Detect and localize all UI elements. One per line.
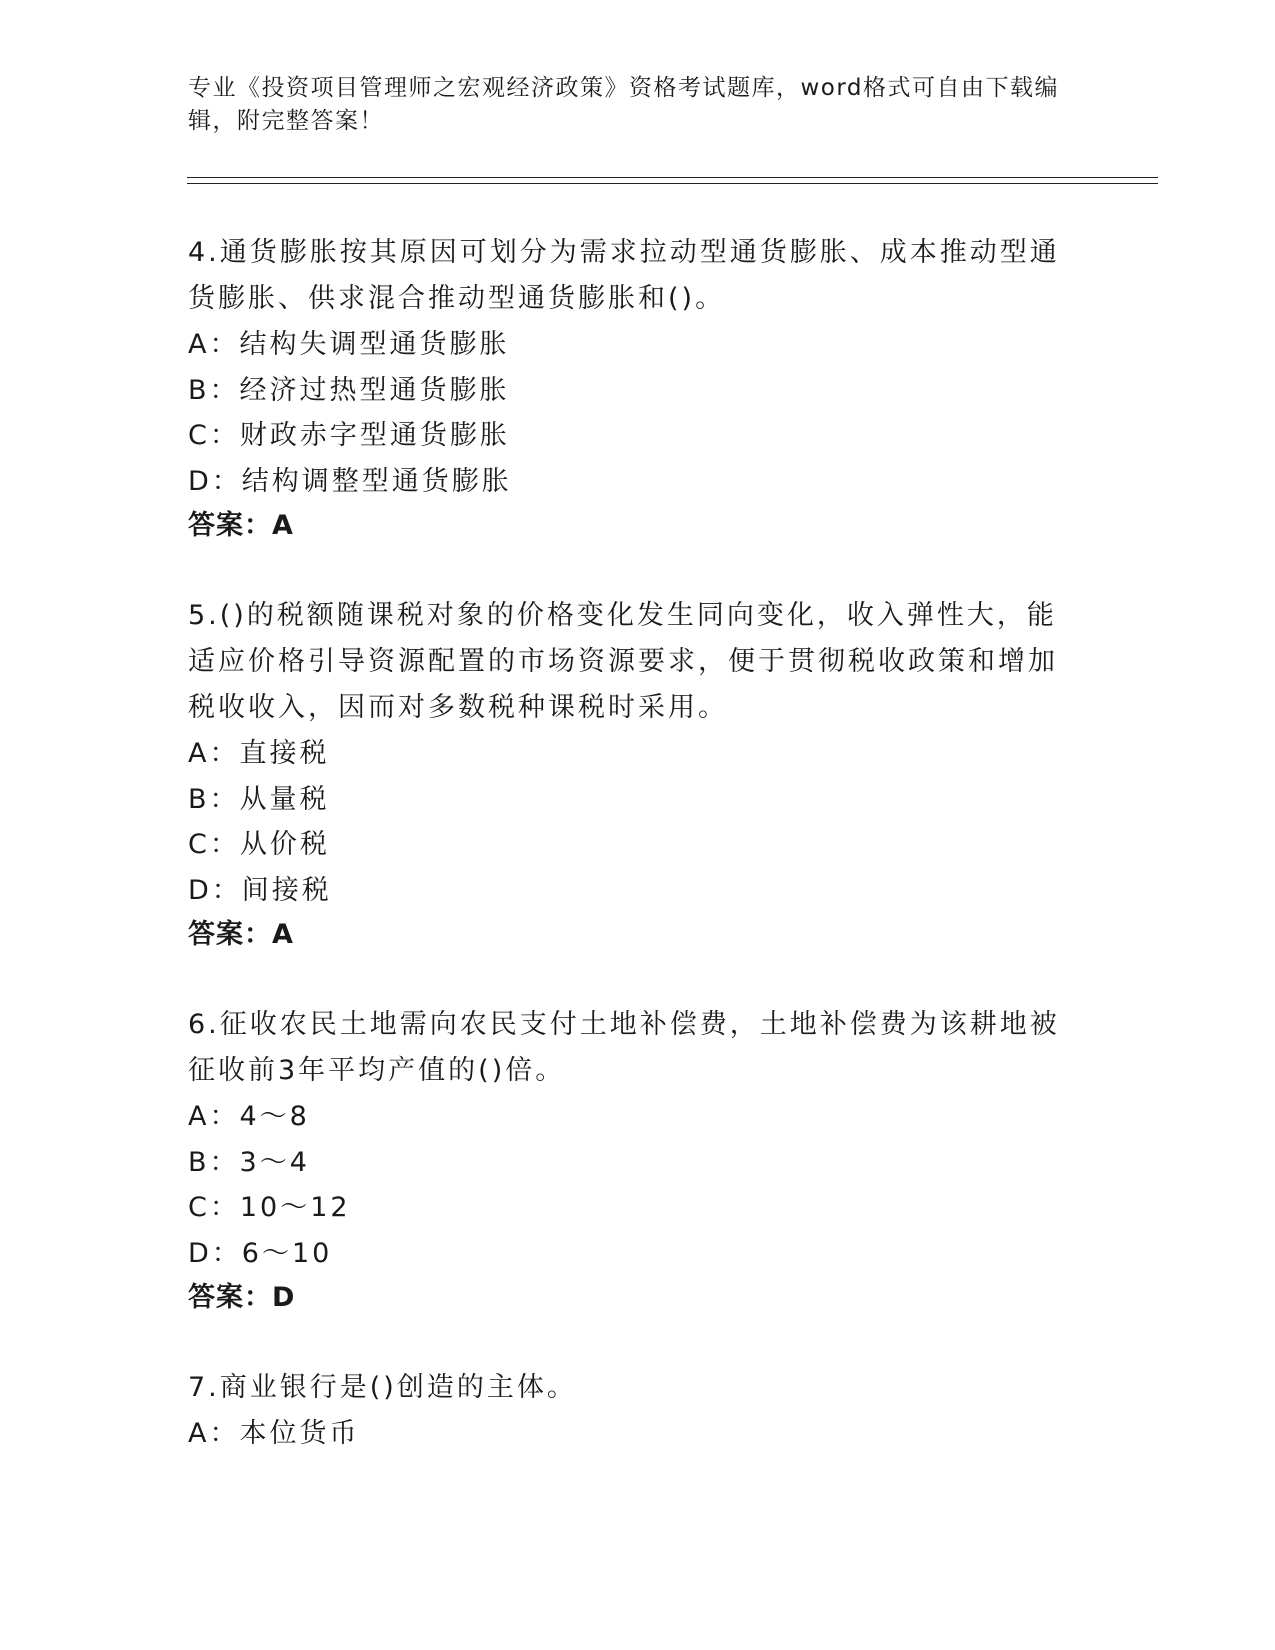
option-c: C：财政赤字型通货膨胀 [188,420,510,451]
answer: 答案：D [188,1282,296,1313]
option-a: A：结构失调型通货膨胀 [188,329,510,360]
option-d: D：结构调整型通货膨胀 [188,465,512,497]
option-b: B：3～4 [188,1146,310,1178]
document-header: 专业《投资项目管理师之宏观经济政策》资格考试题库，word格式可自由下载编辑，附完整答案！ [188,75,1060,134]
option-d: D：间接税 [188,874,332,906]
option-c: C：10～12 [188,1192,351,1223]
question-stem: 7.商业银行是()创造的主体。 [188,1372,577,1403]
question-stem: 5.()的税额随课税对象的价格变化发生同向变化，收入弹性大，能适应价格引导资源配置的市场资源要求，便于贯彻税收政策和增加税收收入，因而对多数税种课税时采用。 [188,600,1058,723]
option-a: A：直接税 [188,738,330,769]
option-c: C：从价税 [188,829,330,860]
question-stem: 6.征收农民土地需向农民支付土地补偿费，土地补偿费为该耕地被征收前3年平均产值的()倍。 [188,1009,1060,1086]
question-4 [188,230,1068,548]
question-7 [188,1365,1068,1457]
question-stem: 4.通货膨胀按其原因可划分为需求拉动型通货膨胀、成本推动型通货膨胀、供求混合推动型通货膨胀和()。 [188,237,1060,314]
question-6 [188,1002,1068,1320]
question-5 [188,593,1068,957]
option-a: A：本位货币 [188,1418,360,1449]
header-divider-bottom [187,183,1158,184]
question-list [188,230,1068,1502]
option-b: B：经济过热型通货膨胀 [188,374,510,406]
option-d: D：6～10 [188,1237,333,1269]
option-b: B：从量税 [188,783,330,815]
option-a: A：4～8 [188,1101,310,1132]
answer: 答案：A [188,510,294,541]
header-divider-top [187,177,1158,178]
answer: 答案：A [188,919,294,950]
